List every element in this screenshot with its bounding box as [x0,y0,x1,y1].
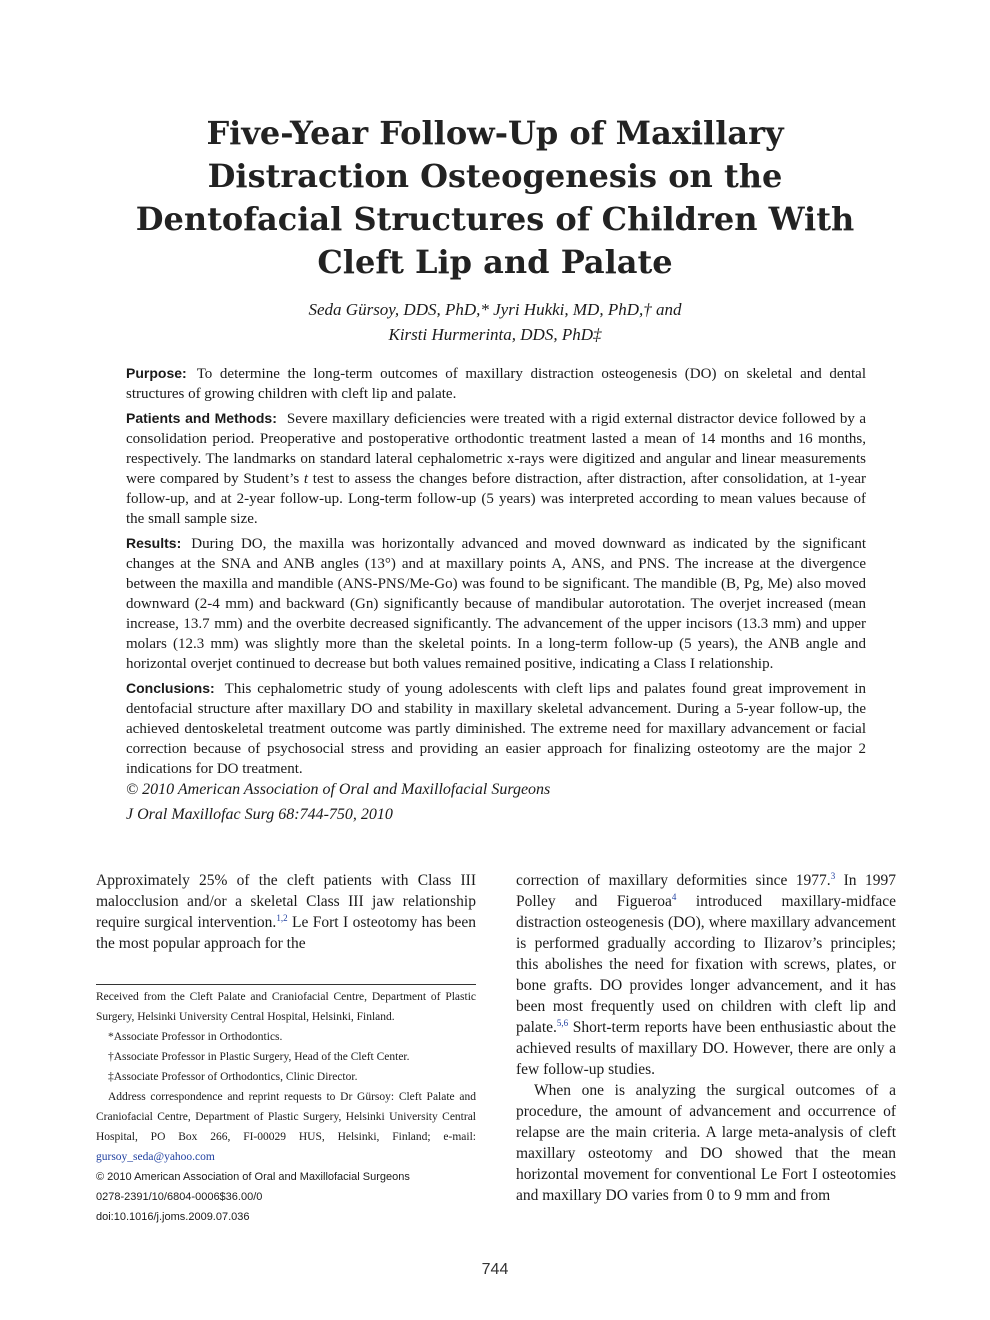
body-text: Short-term reports have been enthusiastic about the achieved results of maxillary DO. However, there are only a few follow-up studies. [516,1019,896,1078]
methods-text: Severe maxillary deficiencies were treated with a rigid external distractor device followed by a consolidation period. Preoperative and postoperative orthodontic treatment lasted a mean of 14 months and 16 months, respectively. The landmarks on standard lateral cephalometric x-rays were digitized and angular and linear measurements were compared by Student’s [126,411,866,487]
abstract-conclusions [126,678,866,779]
body-text: In 1997 Polley and Figueroa [516,872,896,910]
body-text: correction of maxillary deformities since 1977. [516,872,831,889]
intro-paragraph [96,870,476,954]
footnote-author-3: ‡Associate Professor of Orthodontics, Clinic Director. [108,1071,358,1083]
page-number: 744 [481,1261,509,1278]
abstract-copyright: © 2010 American Association of Oral and Maxillofacial Surgeons [126,781,551,798]
footnote-received: Received from the Cleft Palate and Craniofacial Centre, Department of Plastic Surgery, Helsinki University Central Hospital, Helsinki, Finland. [96,991,476,1023]
reference-link[interactable]: 1,2 [276,912,288,923]
author-list [150,297,840,347]
footnote-address [96,1087,476,1167]
body-paragraph-2: When one is analyzing the surgical outcomes of a procedure, the amount of advancement and occurrence of relapse are the main criteria. A large meta-analysis of cleft maxillary osteotomy and DO showed that the mean horizontal movement for conventional Le Fort I osteotomies and maxillary DO varies from 0 to 9 mm and from [516,1082,896,1204]
body-text: Le Fort I osteotomy has been the most popular approach for the [96,914,476,952]
title-line: Distraction Osteogenesis on the [207,157,783,195]
reference-link[interactable]: 5,6 [556,1017,569,1028]
conclusions-text: This cephalometric study of young adolescents with cleft lips and palates found great improvement in dentofacial structure after maxillary DO and stability in maxillary skeletal advancement. During a 5-year follow-up, the achieved dentoskeletal treatment outcome was partly diminished. The extreme need for maxillary advancement or facial correction because of psychosocial stress and providing an easier approach for finalizing osteotomy are the major 2 indications for DO treatment. [126,681,866,777]
results-text: During DO, the maxilla was horizontally advanced and moved downward as indicated by the significant changes at the SNA and ANB angles (13°) and at maxillary points A, ANS, and PNS. The increase at the divergence between the maxilla and mandible (ANS-PNS/Me-Go) was found to be significant. The mandible (B, Pg, Me) also moved downward (2-4 mm) and backward (Gn) significantly because of mandibular autorotation. The overjet increased (mean increase, 13.7 mm) and the overbite decreased significantly. The advancement of the upper incisors (13.3 mm) and upper molars (12.3 mm) was slightly more than the skeletal points. In a long-term follow-up (5 years), the ANB angle and horizontal overjet continued to decrease but both values remained positive, indicating a Class I relationship. [126,536,866,672]
title-line: Dentofacial Structures of Children With [135,200,855,238]
journal-citation: J Oral Maxillofac Surg 68:744-750, 2010 [126,806,393,823]
purpose-text: To determine the long-term outcomes of maxillary distraction osteogenesis (DO) on skeletal and dental structures of growing children with cleft lip and palate. [126,366,866,402]
footnotes [96,987,476,1227]
footnote-divider [96,984,476,985]
footnote-issn: 0278-2391/10/6804-0006$36.00/0 [96,1191,263,1203]
title-line: Cleft Lip and Palate [317,243,673,281]
title-line: Five-Year Follow-Up of Maxillary [206,114,784,152]
methods-text-after: test to assess the changes before distraction, after distraction, after consolidation, at 1-year follow-up, and at 2-year follow-up. Long-term follow-up (5 years) was interpreted according to mean values because of the small sample size. [126,471,867,527]
author-line: Seda Gürsoy, DDS, PhD,* Jyri Hukki, MD, PhD,† and [308,300,682,319]
abstract [126,363,866,829]
results-label: Results: [126,535,182,551]
methods-italic-t: t [303,471,309,487]
body-column-right [516,870,896,1206]
body-column-left [96,870,476,954]
reference-link[interactable]: 4 [671,891,677,902]
author-line: Kirsti Hurmerinta, DDS, PhD‡ [388,325,602,344]
purpose-label: Purpose: [126,365,187,381]
abstract-purpose [126,363,866,404]
email-link[interactable]: gursoy_seda@yahoo.com [96,1151,215,1163]
body-paragraph-1 [516,870,896,1080]
body-text: introduced maxillary-midface distraction osteogenesis (DO), where maxillary advancement is performed gradually according to Ilizarov’s principles; this abolishes the need for fixation with screws, plates, or bone grafts. DO provides longer advancement, and it has been most frequently used on children with cleft lip and palate. [516,893,896,1036]
footnote-author-2: †Associate Professor in Plastic Surgery, Head of the Cleft Center. [108,1051,410,1063]
abstract-methods [126,408,866,529]
body-text: Approximately 25% of the cleft patients with Class III malocclusion and/or a skeletal Class III jaw relationship require surgical intervention. [96,872,476,931]
reference-link[interactable]: 3 [830,870,836,881]
address-text: Address correspondence and reprint requests to Dr Gürsoy: Cleft Palate and Craniofacial Centre, Department of Plastic Surgery, Helsinki University Central Hospital, PO Box 266, FI-00029 HUS, Helsinki, Finland; e-mail: [96,1091,476,1143]
article-title [100,112,890,284]
footnote-doi: doi:10.1016/j.joms.2009.07.036 [96,1211,250,1223]
methods-label: Patients and Methods: [126,410,277,426]
conclusions-label: Conclusions: [126,680,215,696]
footnote-copyright: © 2010 American Association of Oral and Maxillofacial Surgeons [96,1171,410,1183]
footnote-author-1: *Associate Professor in Orthodontics. [108,1031,283,1043]
abstract-results [126,533,866,674]
